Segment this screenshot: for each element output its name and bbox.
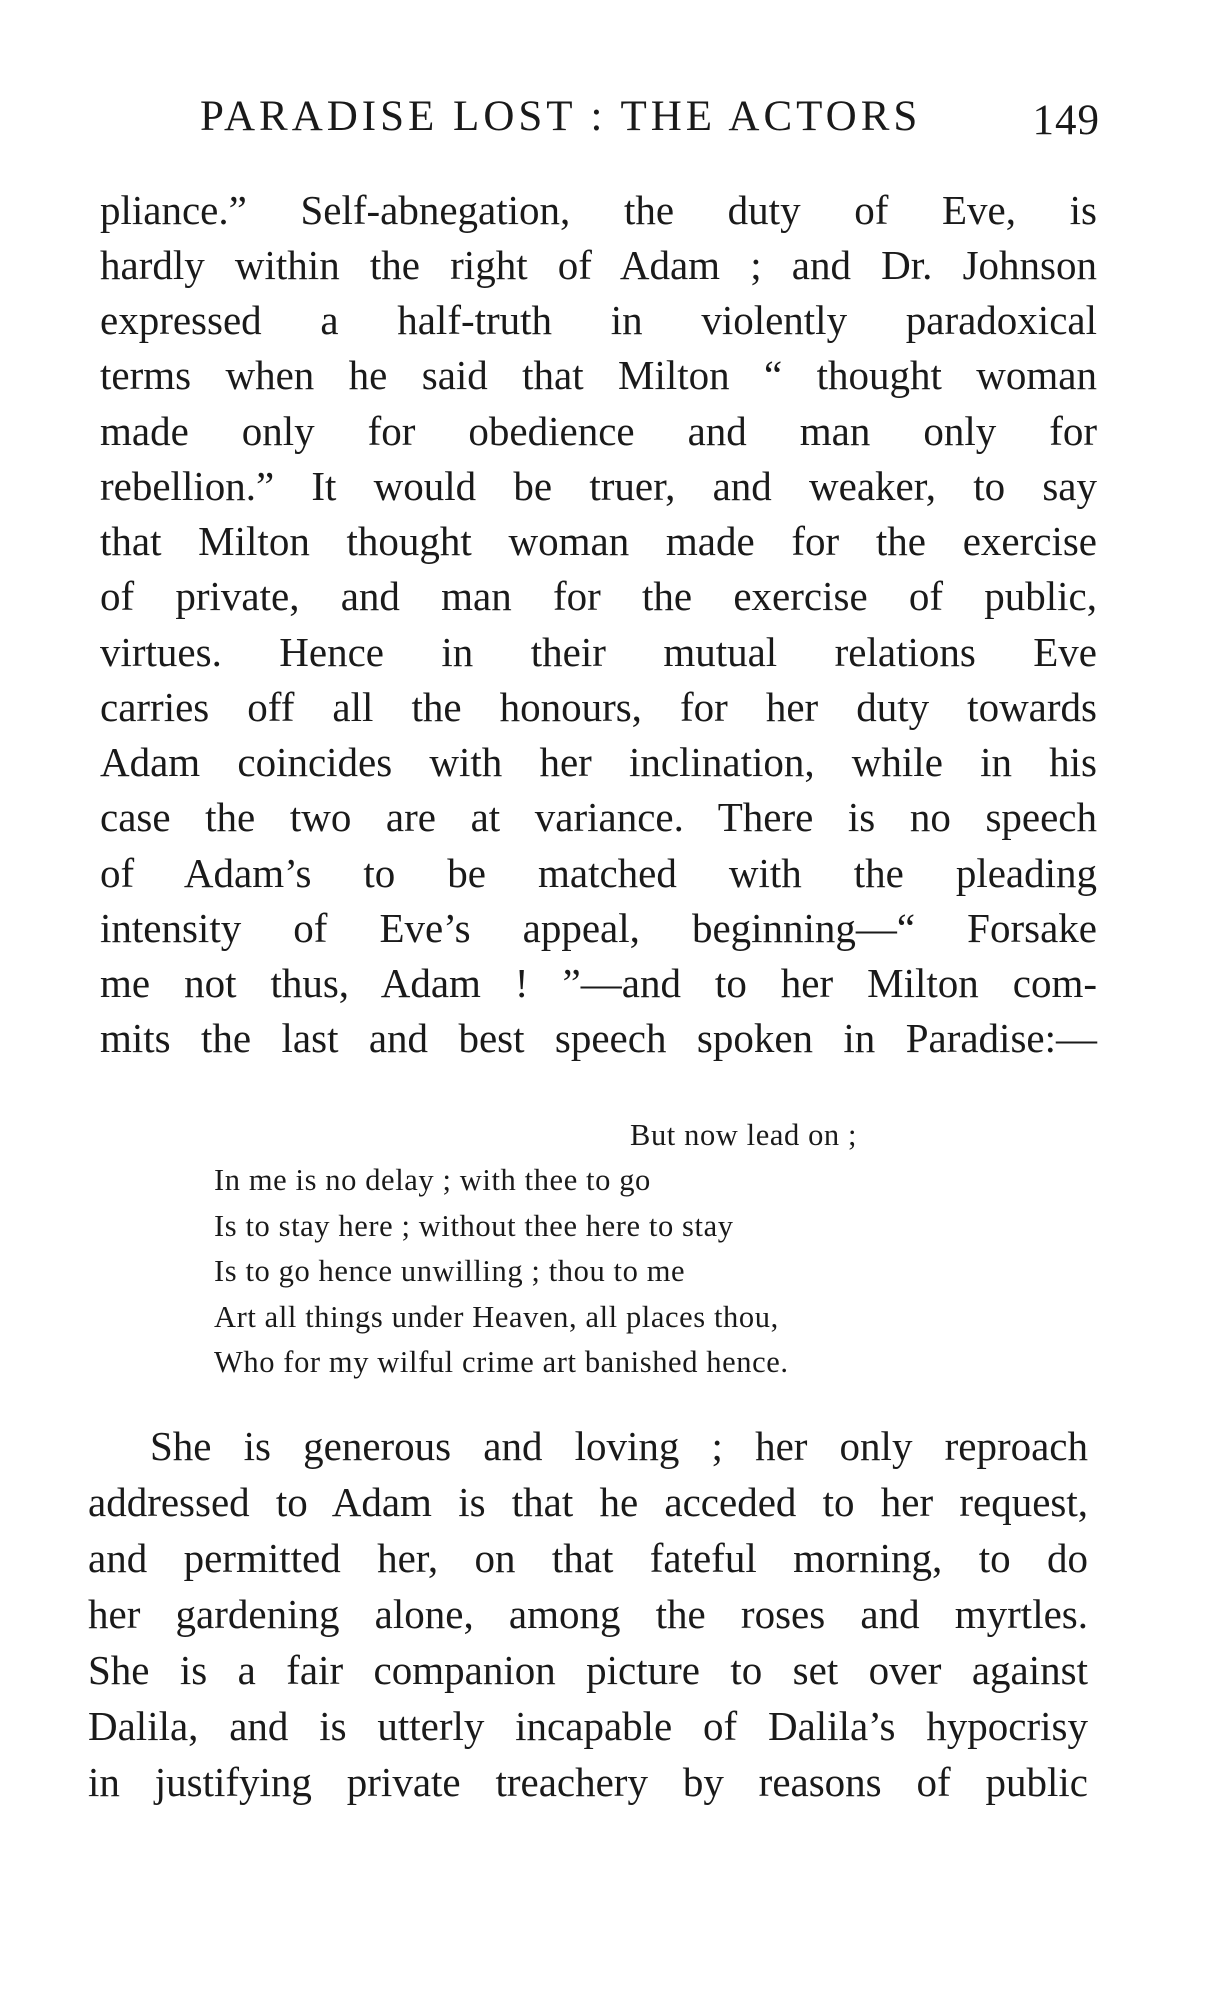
verse-line: Art all things under Heaven, all places thou, [214, 1300, 779, 1334]
verse-line: But now lead on ; [630, 1118, 858, 1152]
text-line: She is a fair companion picture to set over against [88, 1647, 1088, 1693]
text-line: Adam coincides with her inclination, while in his [100, 739, 1097, 785]
text-line: hardly within the right of Adam ; and Dr. Johnson [100, 242, 1097, 288]
text-line: in justifying private treachery by reasons of public [88, 1759, 1088, 1805]
text-line: expressed a half-truth in violently paradoxical [100, 297, 1097, 343]
text-line: and permitted her, on that fateful morning, to do [88, 1535, 1088, 1581]
text-line: She is generous and loving ; her only reproach [150, 1423, 1088, 1469]
text-line: case the two are at variance. There is no speech [100, 794, 1097, 840]
text-line: mits the last and best speech spoken in Paradise:— [100, 1015, 1097, 1061]
text-line: virtues. Hence in their mutual relations Eve [100, 629, 1097, 675]
text-line: pliance.” Self-abnegation, the duty of Eve, is [100, 187, 1097, 233]
text-line: that Milton thought woman made for the exercise [100, 518, 1097, 564]
text-line: carries off all the honours, for her duty towards [100, 684, 1097, 730]
verse-line: Who for my wilful crime art banished hence. [214, 1345, 789, 1379]
verse-line: Is to go hence unwilling ; thou to me [214, 1254, 686, 1288]
verse-line: Is to stay here ; without thee here to stay [214, 1209, 734, 1243]
text-line: rebellion.” It would be truer, and weaker, to say [100, 463, 1097, 509]
running-title: PARADISE LOST : THE ACTORS [200, 93, 922, 140]
text-line: of private, and man for the exercise of public, [100, 573, 1097, 619]
text-line: terms when he said that Milton “ thought woman [100, 352, 1097, 398]
text-line: made only for obedience and man only for [100, 408, 1097, 454]
text-line: me not thus, Adam ! ”—and to her Milton com- [100, 960, 1097, 1006]
text-line: addressed to Adam is that he acceded to her request, [88, 1479, 1088, 1525]
text-line: of Adam’s to be matched with the pleading [100, 850, 1097, 896]
verse-line: In me is no delay ; with thee to go [214, 1163, 651, 1197]
page-header [200, 92, 1100, 152]
text-line: intensity of Eve’s appeal, beginning—“ Forsake [100, 905, 1097, 951]
page-number: 149 [1032, 97, 1100, 144]
text-line: Dalila, and is utterly incapable of Dalila’s hypocrisy [88, 1703, 1088, 1749]
text-line: her gardening alone, among the roses and myrtles. [88, 1591, 1088, 1637]
